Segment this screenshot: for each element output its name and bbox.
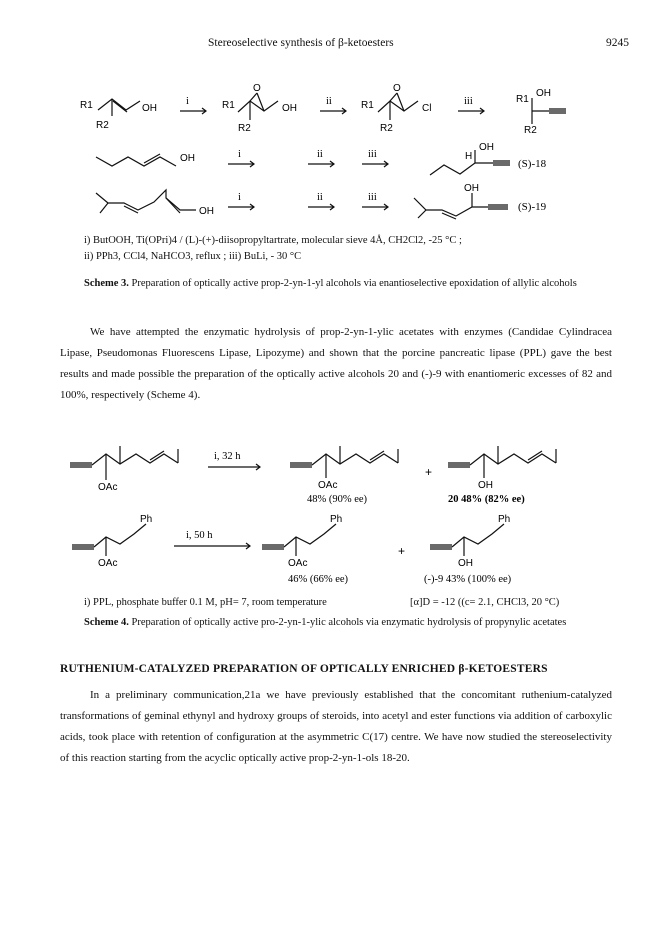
compound-19-label: (S)-19: [518, 201, 547, 213]
paragraph-1: We have attempted the enzymatic hydrolysis of prop-2-yn-1-ylic acetates with enzymes (Candidae Cylindracea Lipase, Pseudomonas Fluorescens Lipase, Lipozyme) and shown that the porcine pancreatic lipase (PPL) gave the best results and made possible the preparation of the optically active alcohols 20 and (-)-9 with enantiomeric excesses of 82 and 100%, respectively (Scheme 4).: [60, 326, 612, 401]
plus-sign: +: [425, 465, 433, 479]
oac-label: OAc: [288, 558, 308, 569]
conditions-line-1: i) ButOOH, Ti(OPri)4 / (L)-(+)-diisopropyltartrate, molecular sieve 4Å, CH2Cl2, -25 °C ;: [84, 235, 462, 246]
step-i-label: i: [238, 192, 241, 203]
oac-label: OAc: [318, 480, 338, 491]
optical-rotation: [α]D = -12 ((c= 2.1, CHCl3, 20 °C): [410, 597, 560, 608]
r1-label: R1: [80, 100, 93, 111]
scheme-4-structures: [0, 432, 672, 602]
scheme-4-caption: [84, 617, 604, 629]
section-heading: RUTHENIUM-CATALYZED PREPARATION OF OPTICALLY ENRICHED β-KETOESTERS: [60, 663, 548, 675]
r2-label: R2: [238, 123, 251, 134]
r2-label: R2: [380, 123, 393, 134]
r1-label: R1: [516, 94, 529, 105]
paragraph-2: In a preliminary communication,21a we have previously established that the concomitant ruthenium-catalyzed transformations of geminal ethynyl and hydroxy groups of steroids, into acetyl and ester functions via addition of carboxylic acids, took place with retention of configuration at the asymmetric C(17) centre. We have now studied the stereoselectivity of this reaction starting from the acyclic optically active prop-2-yn-1-ols 18-20.: [60, 689, 612, 764]
oh-label: OH: [282, 103, 297, 114]
page-number: 9245: [606, 37, 629, 49]
ph-label: Ph: [498, 514, 511, 525]
caption-text: Preparation of optically active pro-2-yn-1-ylic alcohols via enzymatic hydrolysis of propynylic acetates: [131, 617, 567, 628]
step-ii-label: ii: [317, 149, 323, 160]
oh-label: OH: [142, 103, 157, 114]
step-i-label: i: [186, 96, 189, 107]
running-title: Stereoselective synthesis of β-ketoesters: [208, 37, 394, 49]
epoxide-oxygen-label: O: [253, 83, 261, 94]
row-1-product-1-yield: 48% (90% ee): [307, 494, 368, 505]
caption-text: Preparation of optically active prop-2-yn-1-yl alcohols via enantioselective epoxidation of allylic alcohols: [131, 278, 577, 289]
conditions-line-2: ii) PPh3, CCl4, NaHCO3, reflux ; iii) BuLi, - 30 °C: [84, 251, 302, 262]
step-iii-label: iii: [368, 192, 377, 203]
row-1-condition: i, 32 h: [214, 451, 241, 462]
oac-label: OAc: [98, 558, 118, 569]
oh-label: OH: [478, 480, 493, 491]
oh-label: OH: [199, 206, 214, 217]
scheme-3-structures: [0, 0, 672, 240]
r1-label: R1: [361, 100, 374, 111]
h-label: H: [465, 151, 473, 162]
scheme-4-conditions: i) PPL, phosphate buffer 0.1 M, pH= 7, room temperature: [84, 597, 327, 608]
oh-label: OH: [458, 558, 473, 569]
epoxide-oxygen-label: O: [393, 83, 401, 94]
scheme-3-conditions: [84, 233, 644, 265]
ph-label: Ph: [330, 514, 343, 525]
step-ii-label: ii: [317, 192, 323, 203]
step-iii-label: iii: [464, 96, 473, 107]
oh-label: OH: [180, 153, 195, 164]
r1-label: R1: [222, 100, 235, 111]
cl-label: Cl: [422, 103, 432, 114]
oh-label: OH: [479, 142, 494, 153]
row-2-product-2-yield: (-)-9 43% (100% ee): [424, 574, 512, 585]
oh-label: OH: [464, 183, 479, 194]
row-1-product-2-yield: 20 48% (82% ee): [448, 494, 525, 505]
caption-label: Scheme 4.: [84, 617, 129, 628]
plus-sign: +: [398, 544, 406, 558]
oh-label: OH: [536, 88, 551, 99]
caption-label: Scheme 3.: [84, 278, 129, 289]
ph-label: Ph: [140, 514, 153, 525]
oac-label: OAc: [98, 482, 118, 493]
r2-label: R2: [96, 120, 109, 131]
scheme-3-caption: [84, 278, 604, 290]
row-2-product-1-yield: 46% (66% ee): [288, 574, 349, 585]
row-2-condition: i, 50 h: [186, 530, 213, 541]
r2-label: R2: [524, 125, 537, 136]
step-i-label: i: [238, 149, 241, 160]
step-ii-label: ii: [326, 96, 332, 107]
step-iii-label: iii: [368, 149, 377, 160]
compound-18-label: (S)-18: [518, 158, 547, 170]
